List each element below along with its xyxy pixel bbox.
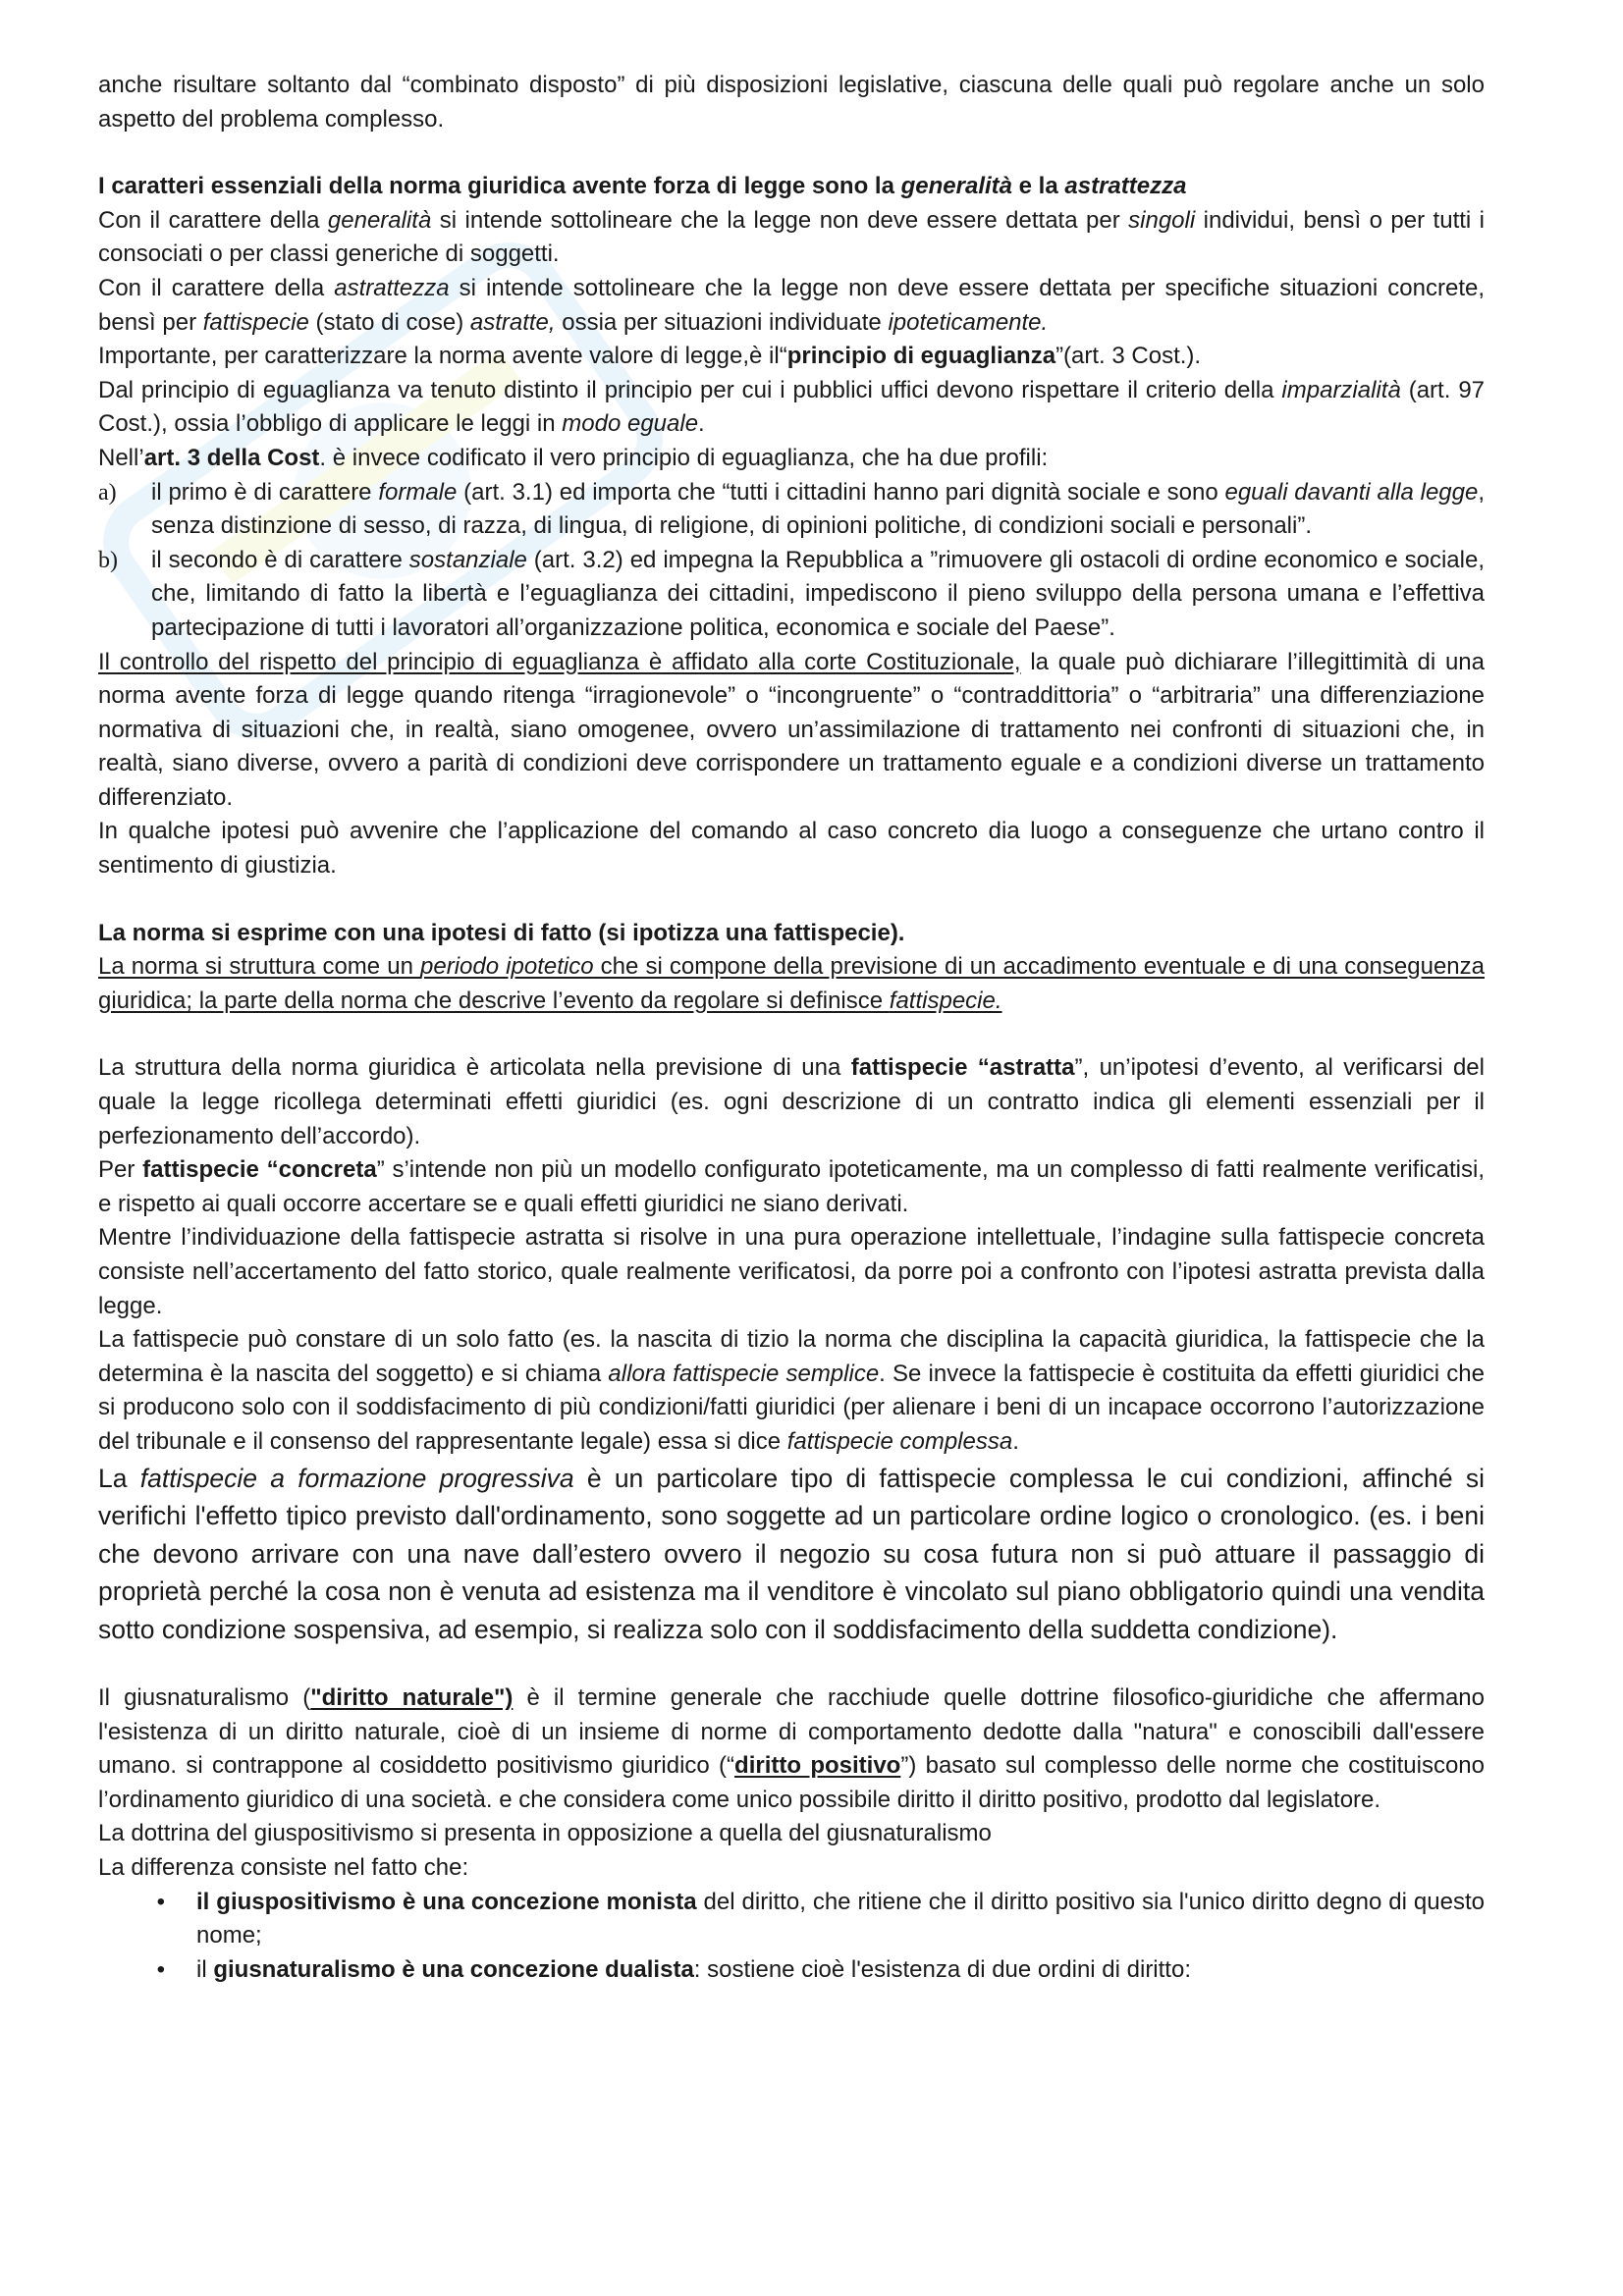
paragraph-generalita: Con il carattere della generalità si intende sottolineare che la legge non deve essere dettata per singoli individui, bensì o per tutti i consociati o per classi generiche di soggetti. <box>98 206 1486 268</box>
paragraph-controllo-corte: Il controllo del rispetto del principio di eguaglianza è affidato alla corte Costituzionale, la quale può dichiarare l’illegittimità di una norma avente forza di legge quando ritenga “irragionevole” o “incongruente” o “contraddittoria” o “arbitraria” una differenziazione normativa di situazioni che, in realtà, siano omogenee, ovvero un’assimilazione di trattamento nei confronti di situazioni che, in realtà, siano diverse, ovvero a parità di condizioni deve corrispondere un trattamento eguale e a condizioni diverse un trattamento differenziato. <box>98 648 1485 811</box>
document-page <box>98 69 1485 1987</box>
paragraph-giustizia: In qualche ipotesi può avvenire che l’applicazione del comando al caso concreto dia luogo a conseguenze che urtano contro il sentimento di giustizia. <box>98 818 1485 880</box>
list-item <box>98 1953 1485 1988</box>
paragraph-fattispecie-astratta: La struttura della norma giuridica è articolata nella previsione di una fattispecie “astratta”, un’ipotesi d’evento, al verificarsi del quale la legge ricollega determinati effetti giuridici (es. ogni descrizione di un contratto indica gli elementi essenziali per il perfezionamento dell’accordo). <box>98 1054 1485 1149</box>
paragraph-astrattezza: Con il carattere della astrattezza si intende sottolineare che la legge non deve essere dettata per specifiche situazioni concrete, bensì per fattispecie (stato di cose) astratte, ossia per situazioni individuate ipoteticamente. <box>98 274 1486 336</box>
list-item-text: il secondo è di carattere sostanziale (art. 3.2) ed impegna la Repubblica a ”rimuovere gli ostacoli di ordine economico e sociale, che, limitando di fatto la libertà e l’eguaglianza dei cittadini, impediscono il pieno sviluppo della persona umana e l’effettiva partecipazione di tutti i lavoratori all’organizzazione politica, economica e sociale del Paese”. <box>151 546 1485 641</box>
list-item-text: il giusnaturalismo è una concezione dualista: sostiene cioè l'esistenza di due ordini di diritto: <box>196 1955 1191 1983</box>
list-item-a <box>98 476 1485 544</box>
bullet-icon: • <box>156 1955 165 1983</box>
paragraph-imparzialita: Dal principio di eguaglianza va tenuto distinto il principio per cui i pubblici uffici devono rispettare il criterio della imparzialità (art. 97 Cost.), ossia l’obbligo di applicare le leggi in modo eguale. <box>98 376 1486 438</box>
list-item-text: il giuspositivismo è una concezione monista del diritto, che ritiene che il diritto positivo sia l'unico diritto degno di questo nome; <box>196 1888 1485 1949</box>
list-marker: b) <box>98 547 118 573</box>
list-marker: a) <box>98 479 117 506</box>
list-item-text: il primo è di carattere formale (art. 3.1) ed importa che “tutti i cittadini hanno pari dignità sociale e sono eguali davanti alla legge, senza distinzione di sesso, di razza, di lingua, di religione, di opinioni politiche, di condizioni sociali e personali”. <box>151 478 1486 540</box>
paragraph-fattispecie-concreta: Per fattispecie “concreta” s’intende non più un modello configurato ipoteticamente, ma un complesso di fatti realmente verificatisi, e rispetto ai quali occorre accertare se e quali effetti giuridici ne siano derivati. <box>98 1156 1485 1217</box>
paragraph-principio-eguaglianza: Importante, per caratterizzare la norma avente valore di legge,è il“principio di eguaglianza”(art. 3 Cost.). <box>98 343 1202 370</box>
paragraph-giuspositivismo: La dottrina del giuspositivismo si presenta in opposizione a quella del giusnaturalismo <box>98 1820 992 1847</box>
paragraph-periodo-ipotetico: La norma si struttura come un periodo ipotetico che si compone della previsione di un accadimento eventuale e di una conseguenza giuridica; la parte della norma che descrive l’evento da regolare si definisce fattispecie. <box>98 953 1485 1014</box>
paragraph-giusnaturalismo: Il giusnaturalismo ("diritto naturale") è il termine generale che racchiude quelle dottrine filosofico-giuridiche che affermano l'esistenza di un diritto naturale, cioè di un insieme di norme di comportamento dedotte dalla "natura" e conoscibili dall'essere umano. si contrappone al cosiddetto positivismo giuridico (“diritto positivo”) basato sul complesso delle norme che costituiscono l’ordinamento giuridico di una società. e che considera come unico possibile diritto il diritto positivo, prodotto dal legislatore. <box>98 1684 1485 1813</box>
heading-ipotesi-di-fatto: La norma si esprime con una ipotesi di fatto (si ipotizza una fattispecie). <box>98 919 905 946</box>
paragraph-fattispecie-semplice: La fattispecie può constare di un solo fatto (es. la nascita di tizio la norma che disciplina la capacità giuridica, la fattispecie che la determina è la nascita del soggetto) e si chiama allora fattispecie semplice. Se invece la fattispecie è costituita da effetti giuridici che si producono solo con il soddisfacimento di più condizioni/fatti giuridici (per alienare i beni di un incapace occorrono l’autorizzazione del tribunale e il consenso del rappresentante legale) essa si dice fattispecie complessa. <box>98 1326 1485 1455</box>
paragraph-formazione-progressiva: La fattispecie a formazione progressiva è un particolare tipo di fattispecie complessa le cui condizioni, affinché si verifichi l'effetto tipico previsto dall'ordinamento, sono soggette ad un particolare ordine logico o cronologico. (es. i beni che devono arrivare con una nave dall’estero ovvero il negozio su cosa futura non si può attuare il passaggio di proprietà perché la cosa non è venuta ad esistenza ma il venditore è vincolato sul piano obbligatorio quindi una vendita sotto condizione sospensiva, ad esempio, si realizza solo con il soddisfacimento della suddetta condizione). <box>98 1463 1485 1644</box>
paragraph-individuazione: Mentre l’individuazione della fattispecie astratta si risolve in una pura operazione intellettuale, l’indagine sulla fattispecie concreta consiste nell’accertamento del fatto storico, quale realmente verificatosi, da porre poi a confronto con l’ipotesi astratta prevista dalla legge. <box>98 1224 1485 1319</box>
list-item-b <box>98 544 1485 646</box>
list-item <box>98 1886 1485 1953</box>
paragraph-differenza: La differenza consiste nel fatto che: <box>98 1854 469 1882</box>
paragraph-intro: anche risultare soltanto dal “combinato disposto” di più disposizioni legislative, ciascuna delle quali può regolare anche un solo aspetto del problema complesso. <box>98 72 1485 133</box>
heading-caratteri-essenziali: I caratteri essenziali della norma giuridica avente forza di legge sono la generalità e la astrattezza <box>98 173 1187 200</box>
bullet-list <box>98 1886 1485 1988</box>
bullet-icon: • <box>156 1888 165 1915</box>
paragraph-art-3: Nell’art. 3 della Cost. è invece codificato il vero principio di eguaglianza, che ha due profili: <box>98 444 1049 471</box>
